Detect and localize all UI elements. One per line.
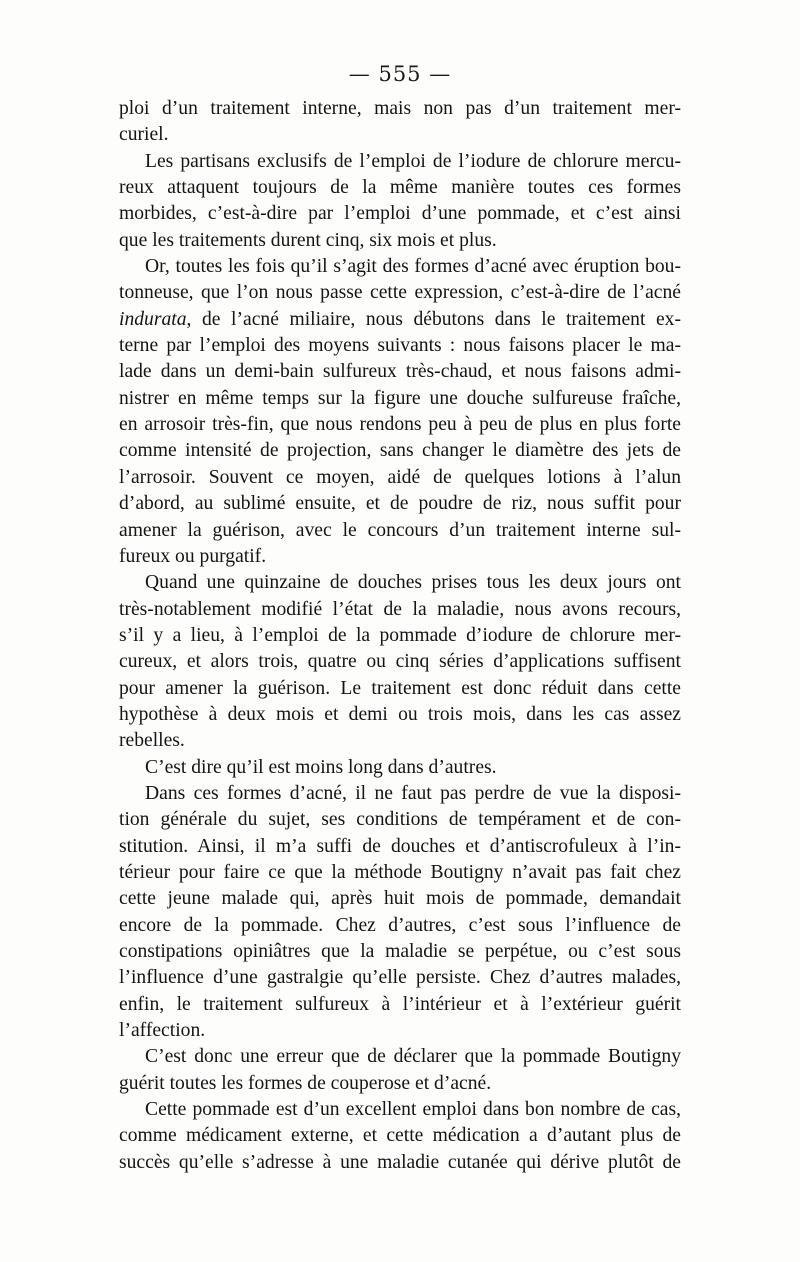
text-line: Les partisans exclusifs de l’emploi de l’iodure de chlorure mercu- bbox=[145, 150, 681, 172]
text-line: C’est donc une erreur que de déclarer que la pommade Boutigny bbox=[145, 1046, 681, 1068]
text-line: Cette pommade est d’un excellent emploi dans bon nombre de cas, bbox=[145, 1099, 681, 1121]
italic-term: indurata bbox=[119, 308, 187, 330]
text-line: lade dans un demi-bain sulfureux très-chaud, et nous faisons admi- bbox=[119, 361, 681, 383]
text-line: encore de la pommade. Chez d’autres, c’est sous l’influence de bbox=[119, 914, 681, 936]
body-text bbox=[119, 96, 681, 1176]
text-line: l’arrosoir. Souvent ce moyen, aidé de quelques lotions à l’alun bbox=[119, 466, 681, 488]
text-line: comme intensité de projection, sans changer le diamètre des jets de bbox=[119, 440, 681, 462]
text-line: d’abord, au sublimé ensuite, et de poudre de riz, nous suffit pour bbox=[119, 493, 681, 515]
text-line: Quand une quinzaine de douches prises tous les deux jours ont bbox=[145, 572, 681, 594]
text-line: fureux ou purgatif. bbox=[119, 545, 267, 567]
text-line: l’affection. bbox=[119, 1020, 206, 1042]
text-line-rest: , de l’acné miliaire, nous débutons dans le traitement ex- bbox=[186, 308, 681, 330]
text-line: morbides, c’est-à-dire par l’emploi d’une pommade, et c’est ainsi bbox=[119, 203, 681, 225]
text-line: tonneuse, que l’on nous passe cette expression, c’est-à-dire de l’acné bbox=[119, 282, 681, 304]
text-line: tion générale du sujet, ses conditions de tempérament et de con- bbox=[119, 809, 681, 831]
text-line: nistrer en même temps sur la figure une douche sulfureuse fraîche, bbox=[119, 387, 681, 409]
text-line: Dans ces formes d’acné, il ne faut pas perdre de vue la disposi- bbox=[145, 782, 681, 804]
text-line: Or, toutes les fois qu’il s’agit des formes d’acné avec éruption bou- bbox=[145, 256, 681, 278]
text-line: terne par l’emploi des moyens suivants : nous faisons placer le ma- bbox=[119, 335, 681, 357]
text-line: C’est dire qu’il est moins long dans d’autres. bbox=[145, 756, 497, 778]
text-line: succès qu’elle s’adresse à une maladie cutanée qui dérive plutôt de bbox=[119, 1151, 681, 1173]
text-line: guérit toutes les formes de couperose et d’acné. bbox=[119, 1072, 492, 1094]
text-line: stitution. Ainsi, il m’a suffi de douches et d’antiscrofuleux à l’in- bbox=[119, 835, 681, 857]
text-line: constipations opiniâtres que la maladie se perpétue, ou c’est sous bbox=[119, 941, 681, 962]
text-line bbox=[119, 307, 681, 333]
text-line: comme médicament externe, et cette médication a d’autant plus de bbox=[119, 1125, 681, 1147]
text-line: enfin, le traitement sulfureux à l’intérieur et à l’extérieur guérit bbox=[119, 993, 681, 1015]
text-line: curiel. bbox=[119, 124, 169, 146]
text-line: que les traitements durent cinq, six mois et plus. bbox=[119, 229, 497, 251]
text-line: reux attaquent toujours de la même manière toutes ces formes bbox=[119, 177, 681, 199]
text-line: cureux, et alors trois, quatre ou cinq séries d’applications suffisent bbox=[119, 651, 681, 673]
page-number: — 555 — bbox=[348, 62, 452, 86]
text-line: cette jeune malade qui, après huit mois de pommade, demandait bbox=[119, 888, 681, 910]
text-line: l’influence d’une gastralgie qu’elle persiste. Chez d’autres malades, bbox=[119, 967, 681, 989]
text-line: rebelles. bbox=[119, 730, 185, 752]
text-line: s’il y a lieu, à l’emploi de la pommade d’iodure de chlorure mer- bbox=[119, 624, 681, 646]
text-line: en arrosoir très-fin, que nous rendons peu à peu de plus en plus forte bbox=[119, 414, 681, 436]
text-line: térieur pour faire ce que la méthode Boutigny n’avait pas fait chez bbox=[119, 861, 681, 883]
text-line: ploi d’un traitement interne, mais non pas d’un traitement mer- bbox=[119, 98, 681, 119]
text-line: pour amener la guérison. Le traitement est donc réduit dans cette bbox=[119, 677, 681, 699]
text-line: hypothèse à deux mois et demi ou trois mois, dans les cas assez bbox=[119, 703, 681, 725]
text-line: amener la guérison, avec le concours d’un traitement interne sul- bbox=[119, 519, 681, 541]
text-line: très-notablement modifié l’état de la maladie, nous avons recours, bbox=[119, 598, 681, 620]
